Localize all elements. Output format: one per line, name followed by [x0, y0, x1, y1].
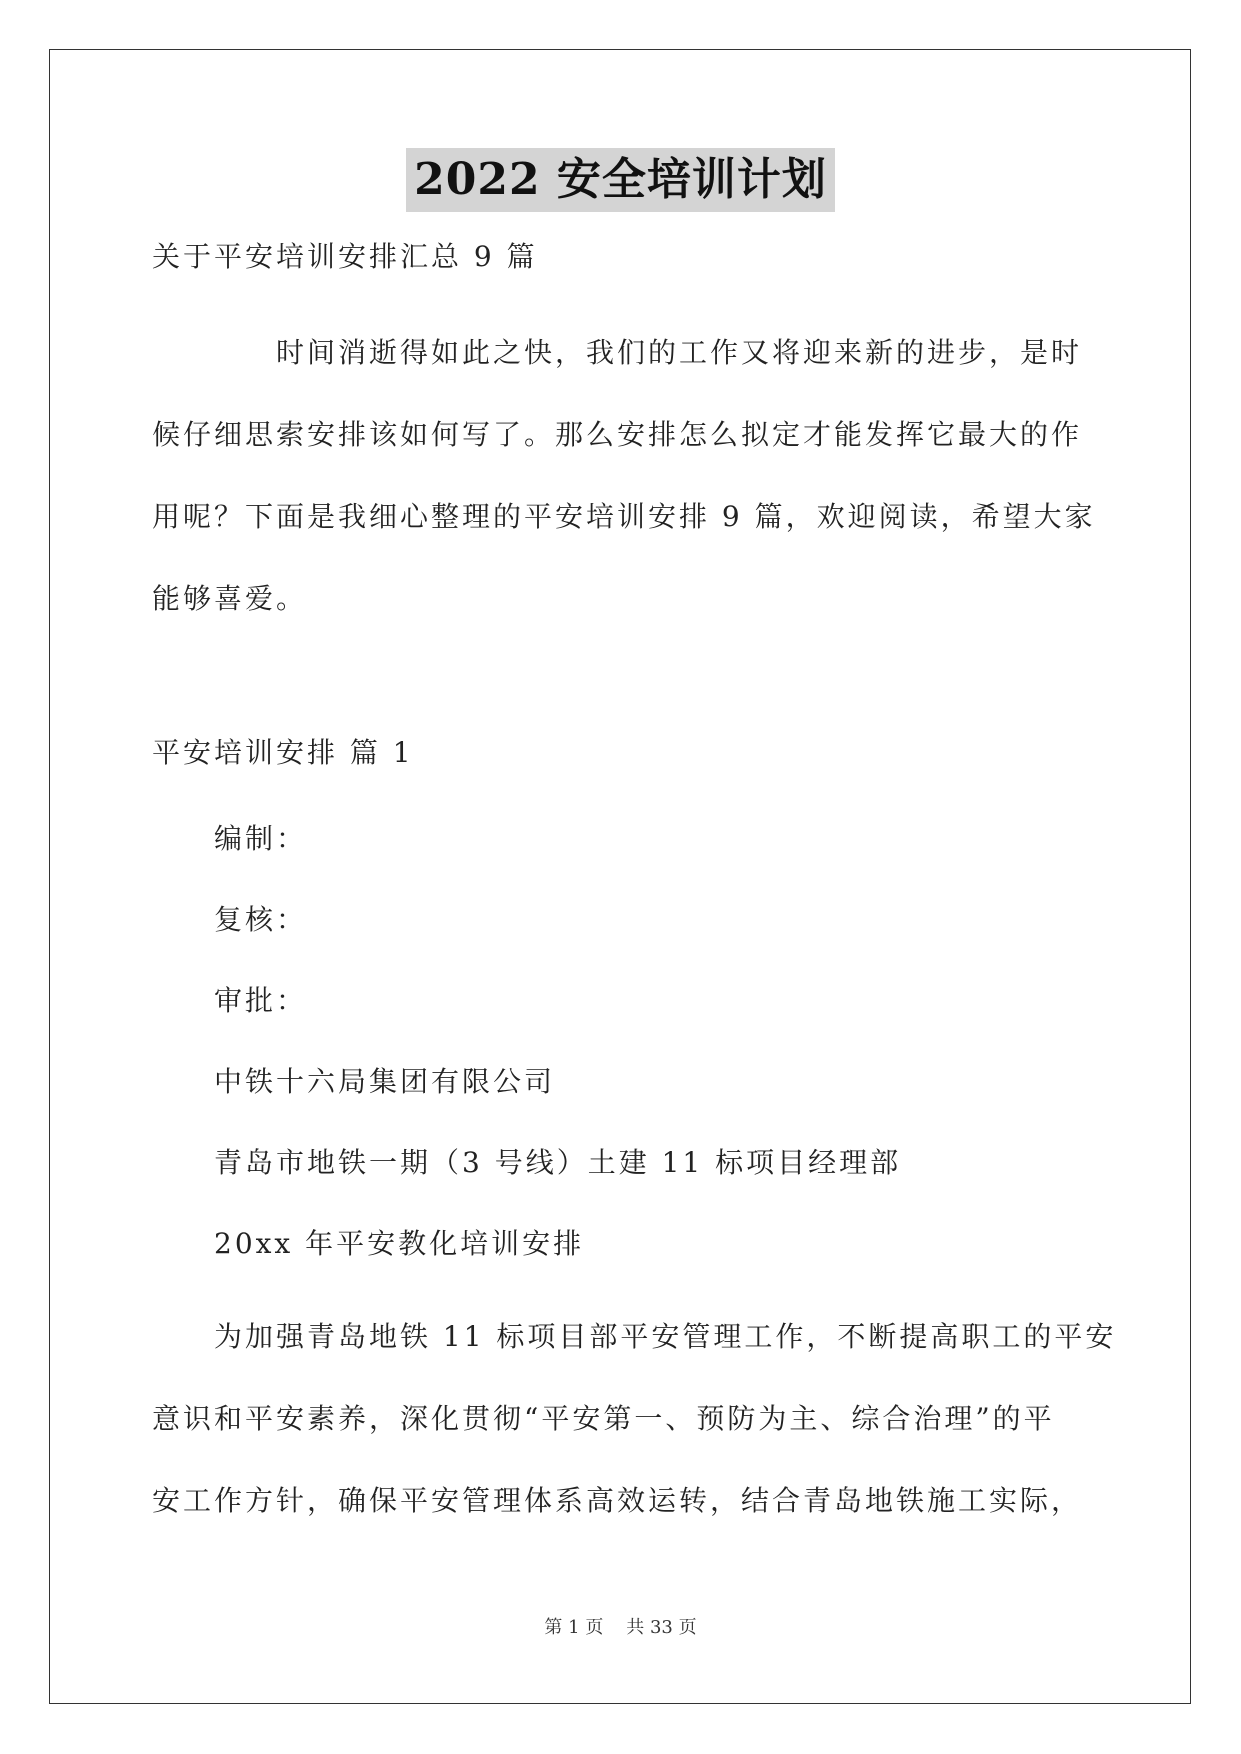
body-line: 安工作方针，确保平安管理体系高效运转，结合青岛地铁施工实际，	[152, 1484, 1083, 1517]
page-number: 第 1 页	[544, 1617, 604, 1638]
document-subtitle: 关于平安培训安排汇总 9 篇	[152, 240, 538, 273]
compiled-by-label: 编制：	[214, 822, 308, 855]
intro-line: 时间消逝得如此之快，我们的工作又将迎来新的进步，是时	[276, 336, 1083, 369]
section-heading: 平安培训安排 篇 1	[152, 736, 414, 769]
body-line: 为加强青岛地铁 11 标项目部平安管理工作，不断提高职工的平安	[214, 1320, 1117, 1353]
department-name: 青岛市地铁一期（3 号线）土建 11 标项目经理部	[214, 1146, 902, 1179]
document-body	[152, 232, 1117, 1542]
intro-line: 能够喜爱。	[152, 582, 308, 615]
intro-paragraph	[152, 312, 1096, 640]
company-name: 中铁十六局集团有限公司	[214, 1065, 556, 1098]
title-container	[0, 148, 1241, 212]
page-total: 共 33 页	[626, 1617, 697, 1638]
body-line: 意识和平安素养，深化贯彻“平安第一、预防为主、综合治理”的平	[152, 1402, 1055, 1435]
document-title: 2022 安全培训计划	[406, 148, 835, 212]
intro-line: 用呢？下面是我细心整理的平安培训安排 9 篇，欢迎阅读，希望大家	[152, 500, 1096, 533]
approved-by-label: 审批：	[214, 984, 308, 1017]
body-paragraph	[152, 1296, 1117, 1542]
plan-title: 20xx 年平安教化培训安排	[214, 1227, 585, 1260]
intro-line: 候仔细思索安排该如何写了。那么安排怎么拟定才能发挥它最大的作	[152, 418, 1083, 451]
reviewed-by-label: 复核：	[214, 903, 308, 936]
page-footer	[0, 1613, 1241, 1639]
